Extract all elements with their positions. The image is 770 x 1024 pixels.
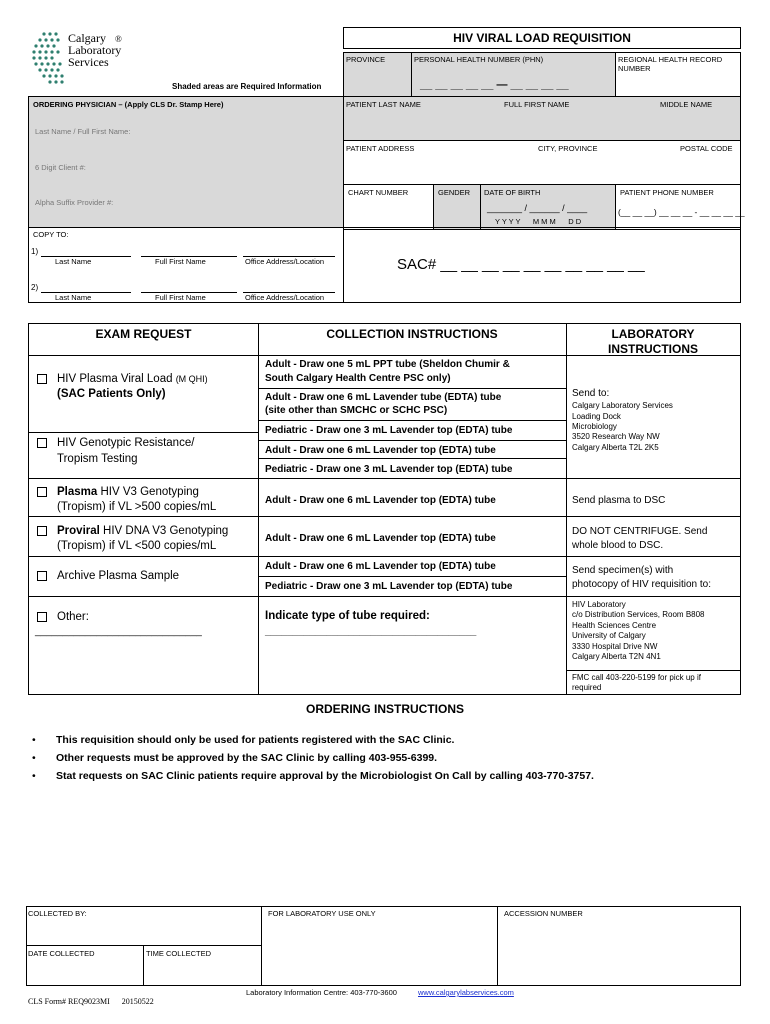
proviral-rest: HIV DNA V3 Genotyping [99, 525, 229, 537]
tube-type-input-line[interactable]: ______________________________________ [265, 626, 477, 637]
postal-label: POSTAL CODE [680, 144, 733, 153]
viral-load-sac-only: (SAC Patients Only) [57, 388, 166, 400]
date-collected-label: DATE COLLECTED [28, 949, 95, 958]
copy2-first-name: Full First Name [155, 293, 206, 302]
gender-label: GENDER [438, 188, 471, 197]
ordering-list [10, 731, 760, 785]
plasma-v3-coll: Adult - Draw one 6 mL Lavender top (EDTA) tube [265, 495, 496, 506]
logo-line3: Services [68, 55, 109, 69]
vl-coll-2: Adult - Draw one 6 mL Lavender tube (EDTA) tube [265, 392, 502, 403]
address-label: PATIENT ADDRESS [346, 144, 415, 153]
hiv-lab-line5: 3330 Hospital Drive NW [572, 642, 658, 651]
chart-number-field[interactable] [343, 184, 434, 230]
patient-address-row[interactable] [343, 140, 741, 185]
lab-use-field [261, 906, 498, 986]
other-input-line[interactable]: ______________________________ [35, 626, 202, 637]
rhrn-label: REGIONAL HEALTH RECORD NUMBER [618, 55, 723, 73]
lis-centre: Laboratory Information Centre: 403-770-3600 [246, 988, 397, 997]
date-collected-field[interactable] [26, 945, 144, 986]
col-collection-header: COLLECTION INSTRUCTIONS [326, 327, 498, 341]
lab-use-label: FOR LABORATORY USE ONLY [268, 909, 376, 918]
first-name-label: FULL FIRST NAME [504, 100, 570, 109]
phn-field[interactable] [411, 52, 616, 98]
geno-coll-2: Pediatric - Draw one 3 mL Lavender top (EDTA) tube [265, 464, 513, 475]
sac-number-field[interactable]: SAC# __ __ __ __ __ __ __ __ __ __ [397, 256, 645, 273]
gender-field[interactable] [433, 184, 481, 230]
archive-checkbox[interactable] [37, 571, 47, 581]
archive-lab-1: Send specimen(s) with [572, 565, 674, 576]
copy-to-row2: 2) [31, 283, 39, 292]
genotypic-label-2: Tropism Testing [57, 453, 138, 465]
viral-load-checkbox[interactable] [37, 374, 47, 384]
collected-by-field[interactable] [26, 906, 262, 946]
viral-load-label: HIV Plasma Viral Load [57, 373, 173, 385]
copy-to-box [28, 227, 741, 303]
city-label: CITY, PROVINCE [538, 144, 598, 153]
accession-label: ACCESSION NUMBER [504, 909, 583, 918]
proviral-checkbox[interactable] [37, 526, 47, 536]
copy1-office: Office Address/Location [245, 257, 325, 266]
provider-number-label: Alpha Suffix Provider #: [35, 198, 114, 207]
plasma-v3-line2: (Tropism) if VL >500 copies/mL [57, 501, 217, 513]
form-number: CLS Form# REQ9023MI [28, 997, 110, 1006]
hiv-lab-line6: Calgary Alberta T2N 4N1 [572, 652, 661, 661]
exam-table [28, 323, 741, 695]
chart-label: CHART NUMBER [348, 188, 409, 197]
last-name-label: PATIENT LAST NAME [346, 100, 421, 109]
logo-line1: Calgary [68, 31, 106, 45]
other-label: Other: [57, 611, 89, 623]
rhrn-field[interactable] [615, 52, 741, 98]
proviral-lab-1: DO NOT CENTRIFUGE. Send [572, 526, 708, 537]
archive-lab-2: photocopy of HIV requisition to: [572, 579, 711, 590]
ordering-title: ORDERING INSTRUCTIONS [305, 702, 464, 716]
province-label: PROVINCE [346, 55, 386, 64]
plasma-v3-lab: Send plasma to DSC [572, 495, 666, 506]
hiv-lab-line1: HIV Laboratory [572, 600, 626, 609]
col-lab-header: LABORATORY INSTRUCTIONS [608, 327, 698, 356]
send-to-line4: 3520 Research Way NW [572, 432, 660, 441]
send-to-line3: Microbiology [572, 422, 617, 431]
hiv-lab-line3: Health Sciences Centre [572, 621, 657, 630]
col-exam-header: EXAM REQUEST [95, 327, 192, 341]
copy-to-row1: 1) [31, 247, 39, 256]
patient-name-row[interactable] [343, 96, 741, 141]
ordering-item-3: • Stat requests on SAC Clinic patients require approval by the Microbiologist On Call by calling 403-770-3757. [10, 767, 760, 785]
geno-coll-1: Adult - Draw one 6 mL Lavender top (EDTA) tube [265, 445, 496, 456]
viral-load-code: (M QHI) [175, 374, 208, 384]
province-field[interactable] [343, 52, 412, 98]
form-title: HIV VIRAL LOAD REQUISITION [453, 31, 631, 45]
copy1-last-name: Last Name [55, 257, 92, 266]
phone-label: PATIENT PHONE NUMBER [620, 188, 714, 197]
accession-field[interactable] [497, 906, 741, 986]
phn-label: PERSONAL HEALTH NUMBER (PHN) [414, 55, 544, 64]
proviral-line2: (Tropism) if VL <500 copies/mL [57, 540, 217, 552]
ordering-item-1: • This requisition should only be used for patients registered with the SAC Clinic. [10, 731, 760, 749]
send-to-heading: Send to: [572, 388, 610, 399]
copy2-office: Office Address/Location [245, 293, 325, 302]
middle-name-label: MIDDLE NAME [660, 100, 713, 109]
form-title-box [343, 27, 741, 49]
logo-line2: Laboratory [68, 43, 122, 57]
fmc-line2: required [572, 683, 602, 692]
plasma-v3-bold: Plasma [57, 486, 98, 498]
dob-field[interactable] [480, 184, 616, 230]
phone-template: (__ __ __) __ __ __ - __ __ __ __ [618, 207, 745, 217]
copy2-last-name: Last Name [55, 293, 92, 302]
archive-coll-1: Adult - Draw one 6 mL Lavender top (EDTA) tube [265, 561, 496, 572]
hiv-lab-line2: c/o Distribution Services, Room B808 [572, 610, 705, 619]
hiv-lab-line4: University of Calgary [572, 631, 646, 640]
send-to-line5: Calgary Alberta T2L 2K5 [572, 443, 659, 452]
vl-coll-2b: (site other than SMCHC or SCHC PSC) [265, 405, 448, 416]
logo-registered: ® [115, 34, 122, 44]
vl-coll-1b: South Calgary Health Centre PSC only) [265, 373, 451, 384]
dob-template: _______ / ______ / ____ [487, 203, 588, 213]
form-date: 20150522 [121, 997, 154, 1006]
plasma-v3-rest: HIV V3 Genotyping [97, 486, 199, 498]
vl-coll-3: Pediatric - Draw one 3 mL Lavender top (EDTA) tube [265, 425, 513, 436]
genotypic-label-1: HIV Genotypic Resistance/ [57, 437, 195, 449]
proviral-coll: Adult - Draw one 6 mL Lavender top (EDTA) tube [265, 533, 496, 544]
collected-by-label: COLLECTED BY: [28, 909, 87, 918]
copy-to-title: COPY TO: [33, 230, 69, 239]
phn-template: __ __ __ __ __ — __ __ __ __ [420, 79, 569, 91]
copy1-first-name: Full First Name [155, 257, 206, 266]
genotypic-checkbox[interactable] [37, 438, 47, 448]
physician-name-label: Last Name / Full First Name: [35, 127, 131, 136]
other-checkbox[interactable] [37, 612, 47, 622]
calgary-lab-logo [30, 30, 130, 86]
time-collected-label: TIME COLLECTED [146, 949, 212, 958]
send-to-line2: Loading Dock [572, 412, 621, 421]
proviral-lab-2: whole blood to DSC. [572, 540, 664, 551]
dob-format: Y Y Y Y M M M D D [495, 217, 582, 226]
vl-coll-1: Adult - Draw one 5 mL PPT tube (Sheldon Chumir & [265, 359, 510, 370]
fmc-line1: FMC call 403-220-5199 for pick up if [572, 673, 701, 682]
send-to-line1: Calgary Laboratory Services [572, 401, 673, 410]
ordering-physician-box[interactable] [28, 96, 344, 228]
dob-label: DATE OF BIRTH [484, 188, 541, 197]
phone-field[interactable] [615, 184, 745, 230]
website-link[interactable]: www.calgarylabservices.com [418, 988, 514, 997]
ordering-item-2: • Other requests must be approved by the SAC Clinic by calling 403-955-6399. [10, 749, 760, 767]
required-note: Shaded areas are Required Information [172, 82, 322, 91]
archive-label: Archive Plasma Sample [57, 570, 180, 582]
plasma-v3-checkbox[interactable] [37, 487, 47, 497]
client-number-label: 6 Digit Client #: [35, 163, 86, 172]
other-coll: Indicate type of tube required: [265, 610, 430, 622]
proviral-bold: Proviral [57, 525, 100, 537]
time-collected-field[interactable] [143, 945, 262, 986]
archive-coll-2: Pediatric - Draw one 3 mL Lavender top (EDTA) tube [265, 581, 513, 592]
physician-title: ORDERING PHYSICIAN – (Apply CLS Dr. Stamp Here) [33, 100, 224, 109]
